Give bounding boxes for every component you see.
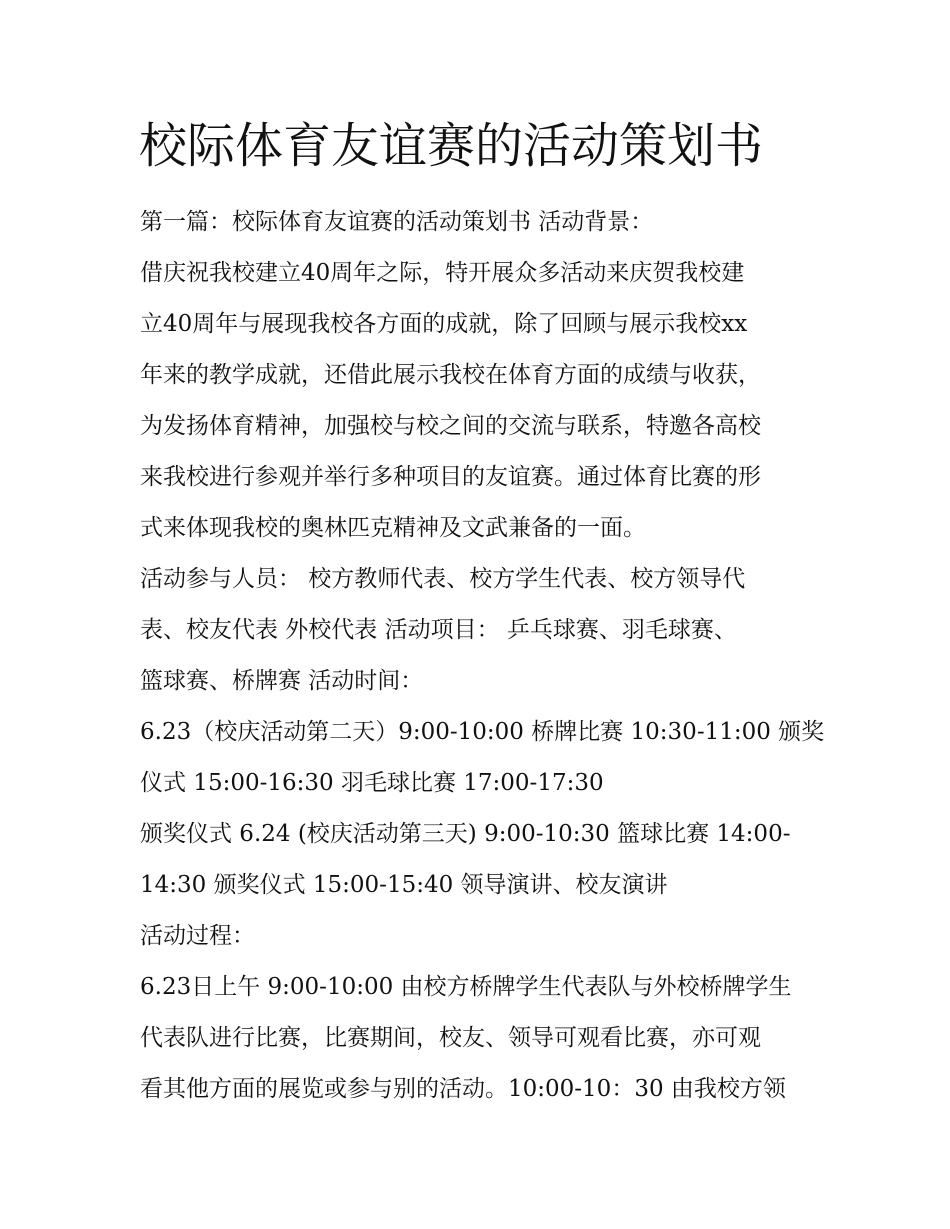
text-line: 为发扬体育精神，加强校与校之间的交流与联系，特邀各高校 (140, 413, 761, 439)
text-line: 6.23（校庆活动第二天）9:00-10:00 桥牌比赛 10:30-11:00 颁奖 (140, 719, 825, 745)
text-line: 篮球赛、桥牌赛 活动时间： (140, 668, 424, 694)
text-line: 6.23日上午 9:00-10:00 由校方桥牌学生代表队与外校桥牌学生 (140, 974, 792, 1000)
text-line: 14:30 颁奖仪式 15:00-15:40 领导演讲、校友演讲 (140, 872, 668, 898)
text-line: 仪式 15:00-16:30 羽毛球比赛 17:00-17:30 (140, 770, 604, 796)
text-line: 活动参与人员： 校方教师代表、校方学生代表、校方领导代 (140, 566, 746, 592)
text-line: 来我校进行参观并举行多种项目的友谊赛。通过体育比赛的形 (140, 464, 761, 490)
text-line: 颁奖仪式 6.24 (校庆活动第三天) 9:00-10:30 篮球比赛 14:00- (140, 821, 791, 847)
text-line: 代表队进行比赛，比赛期间，校友、领导可观看比赛，亦可观 (140, 1025, 761, 1051)
text-line: 表、校友代表 外校代表 活动项目： 乒乓球赛、羽毛球赛、 (140, 617, 737, 643)
text-line: 式来体现我校的奥林匹克精神及文武兼备的一面。 (140, 515, 646, 541)
text-line: 活动过程： (140, 923, 255, 949)
text-line: 借庆祝我校建立40周年之际，特开展众多活动来庆贺我校建 (140, 260, 745, 286)
document-title: 校际体育友谊赛的活动策划书 (139, 118, 764, 174)
text-line: 立40周年与展现我校各方面的成就，除了回顾与展示我校xx (140, 311, 748, 337)
text-line: 第一篇：校际体育友谊赛的活动策划书 活动背景： (140, 209, 654, 235)
text-line: 看其他方面的展览或参与别的活动。10:00-10：30 由我校方领 (140, 1076, 786, 1102)
text-line: 年来的教学成就，还借此展示我校在体育方面的成绩与收获， (140, 362, 761, 388)
